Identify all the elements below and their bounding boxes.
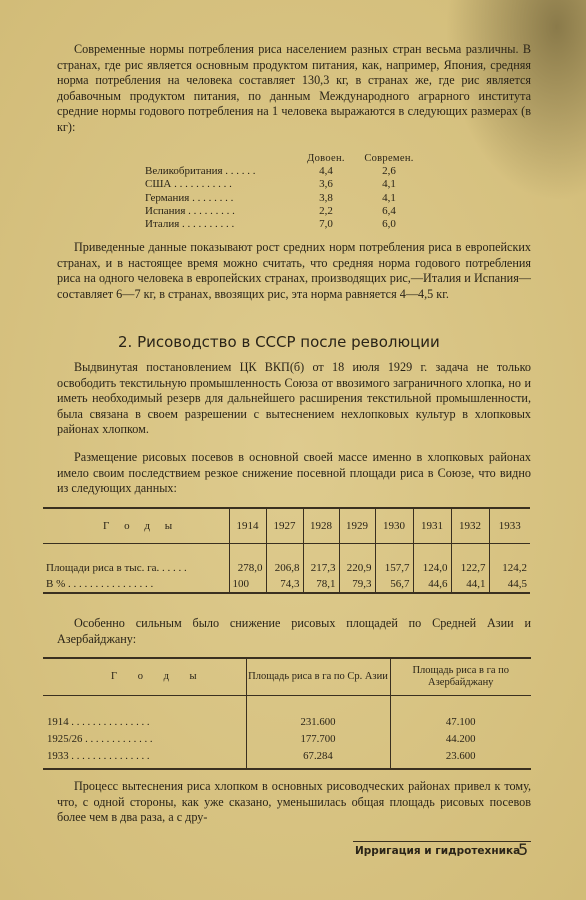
modern-value: 4,1 xyxy=(382,191,396,204)
country-label: Испания . . . . . . . . . xyxy=(145,204,235,217)
table-row xyxy=(43,730,531,747)
year-header: 1929 xyxy=(339,508,375,544)
percent-value: 44,6 xyxy=(413,576,451,593)
country-label: Италия . . . . . . . . . . xyxy=(145,218,235,231)
table-row xyxy=(43,713,531,730)
table-row xyxy=(43,747,531,769)
prewar-value: 2,2 xyxy=(319,204,333,217)
footer-rule xyxy=(353,841,531,842)
area-value: 206,8 xyxy=(266,560,303,576)
area-value: 124,0 xyxy=(413,560,451,576)
region-area-table xyxy=(43,657,531,770)
year-label: 1933 . . . . . . . . . . . . . . . xyxy=(43,747,246,769)
year-label: 1914 . . . . . . . . . . . . . . . xyxy=(47,715,150,728)
rice-area-table xyxy=(43,507,530,594)
percent-value: 100 xyxy=(229,576,266,593)
col-prewar-header: Довоен. xyxy=(307,153,345,164)
row-label: Площади риса в тыс. га. . . . . . xyxy=(46,562,187,574)
table-row xyxy=(43,576,530,593)
year-header: 1914 xyxy=(229,508,266,544)
table-row xyxy=(145,178,421,191)
year-label: 1925/26 . . . . . . . . . . . . . xyxy=(47,732,153,745)
paragraph-resolution: Выдвинутая постановлением ЦК ВКП(б) от 18 июля 1929 г. задача не только освободить текстильную промышленность Союза от ввозимого заграничного хлопка, но и иметь необходимый резерв для дальнейшего расширения текстильной промышленности, была связана в своем разрешении с вытеснением нехлопковых культур в хлопковых районах хлопком. xyxy=(57,360,531,437)
table-row xyxy=(43,560,530,576)
area-value: 278,0 xyxy=(229,560,266,576)
percent-value: 74,3 xyxy=(266,576,303,593)
col-asia-header: Площадь риса в га по Ср. Азии xyxy=(246,658,390,696)
rice-area-table-header xyxy=(43,508,530,544)
year-header: 1933 xyxy=(489,508,530,544)
table-row xyxy=(145,165,421,178)
percent-value: 56,7 xyxy=(375,576,413,593)
modern-value: 4,1 xyxy=(382,178,396,191)
country-label: Германия . . . . . . . . xyxy=(145,191,234,204)
azer-value: 47.100 xyxy=(390,713,531,730)
prewar-value: 3,6 xyxy=(319,178,333,191)
asia-value: 67.284 xyxy=(246,747,390,769)
paragraph-consumption-norms: Современные нормы потребления риса населением разных стран весьма различны. В странах, где рис является основным продуктом питания, как, например, Япония, средняя норма потребления на человека составляет 130,3 кг, в странах же, где рис является добавочным продуктом питания, по данным Международного аграрного института средние нормы годового потребления на 1 человека выражаются в следующих размерах (в кг): xyxy=(57,42,531,134)
table-row xyxy=(145,218,421,231)
area-value: 124,2 xyxy=(489,560,530,576)
azer-value: 44.200 xyxy=(390,730,531,747)
paragraph-growth: Приведенные данные показывают рост средних норм потребления риса в европейских странах, и в настоящее время можно считать, что средняя норма годового потребления риса на одного человека в европейских странах, производящих рис,—Италия и Испания—составляет 6—7 кг, в странах, ввозящих рис, эта норма равняется 4—4,5 кг. xyxy=(57,240,531,301)
paragraph-regions: Особенно сильным было снижение рисовых площадей по Средней Азии и Азербайджану: xyxy=(57,616,531,646)
prewar-value: 3,8 xyxy=(319,191,333,204)
table-row xyxy=(145,205,421,218)
year-header: 1930 xyxy=(375,508,413,544)
section-heading: 2. Рисоводство в СССР после революции xyxy=(118,333,440,351)
consumption-table-header xyxy=(145,152,421,165)
years-header: Г о д ы xyxy=(43,658,246,696)
percent-value: 79,3 xyxy=(339,576,375,593)
year-header: 1927 xyxy=(266,508,303,544)
percent-value: 78,1 xyxy=(303,576,339,593)
col-azer-header: Площадь риса в га по Азербайджану xyxy=(390,658,531,696)
consumption-table xyxy=(145,152,421,231)
country-label: США . . . . . . . . . . . xyxy=(145,178,232,191)
asia-value: 177.700 xyxy=(246,730,390,747)
paragraph-displacement: Процесс вытеснения риса хлопком в основных рисоводческих районах привел к тому, что, с одной стороны, как уже сказано, уменьшилась общая площадь рисовых посевов более чем в два раза, а с дру- xyxy=(57,779,531,825)
page-number: 5 xyxy=(518,840,529,859)
years-header: Г о д ы xyxy=(43,508,229,544)
paragraph-placement: Размещение рисовых посевов в основной своей массе именно в хлопковых районах имело своим последствием резкое снижение посевной площади риса в Союзе, что видно из следующих данных: xyxy=(57,450,531,496)
region-area-table-header xyxy=(43,658,531,696)
row-label: В % . . . . . . . . . . . . . . . . xyxy=(43,576,229,593)
running-footer: Ирригация и гидротехника xyxy=(355,845,521,857)
asia-value: 231.600 xyxy=(246,713,390,730)
area-value: 217,3 xyxy=(303,560,339,576)
percent-value: 44,5 xyxy=(489,576,530,593)
col-modern-header: Современ. xyxy=(364,153,414,164)
year-header: 1931 xyxy=(413,508,451,544)
year-header: 1932 xyxy=(451,508,489,544)
prewar-value: 4,4 xyxy=(319,165,333,178)
percent-value: 44,1 xyxy=(451,576,489,593)
area-value: 220,9 xyxy=(339,560,375,576)
prewar-value: 7,0 xyxy=(319,218,333,231)
year-header: 1928 xyxy=(303,508,339,544)
area-value: 122,7 xyxy=(451,560,489,576)
modern-value: 6,0 xyxy=(382,218,396,231)
country-label: Великобритания . . . . . . xyxy=(145,165,256,178)
area-value: 157,7 xyxy=(375,560,413,576)
azer-value: 23.600 xyxy=(390,747,531,769)
modern-value: 2,6 xyxy=(382,165,396,178)
modern-value: 6,4 xyxy=(382,204,396,217)
table-row xyxy=(145,192,421,205)
